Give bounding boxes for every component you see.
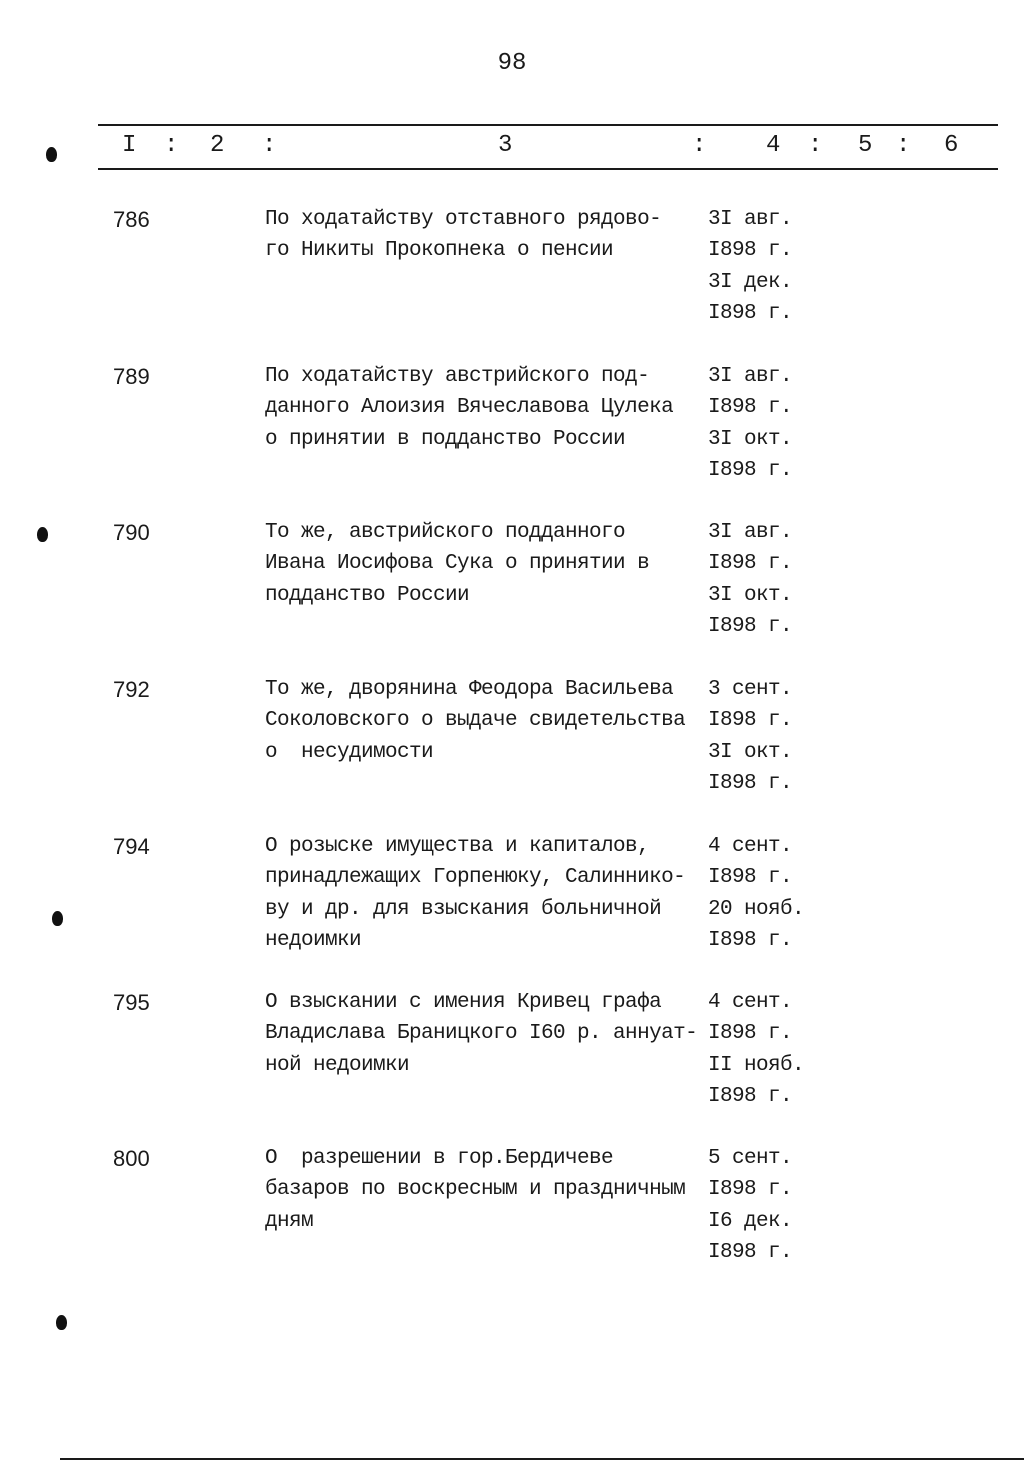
- description-line: недоимки: [265, 928, 362, 952]
- description-line: дням: [265, 1209, 314, 1233]
- column-header-3: 3: [498, 132, 513, 159]
- column-header-6: 6: [944, 132, 959, 159]
- binder-mark: [46, 147, 57, 162]
- column-separator: :: [896, 132, 911, 159]
- record-description: [265, 204, 705, 267]
- description-line: Ивана Иосифова Сука о принятии в: [265, 552, 650, 576]
- start-date: 3 сент.: [708, 678, 793, 701]
- description-line: О розыске имущества и капиталов,: [265, 835, 650, 858]
- end-year: I898 г.: [708, 1084, 793, 1108]
- record-number: 792: [113, 677, 150, 702]
- end-year: I898 г.: [708, 458, 793, 482]
- record-786: [0, 204, 1024, 344]
- start-date: 3I авг.: [708, 521, 793, 544]
- record-dates: [708, 674, 818, 799]
- binder-mark: [52, 911, 63, 926]
- page-bottom-edge: [60, 1458, 1024, 1460]
- description-line: По ходатайству отставного рядово-: [265, 208, 662, 231]
- record-792: [0, 674, 1024, 814]
- description-line: о несудимости: [265, 740, 434, 764]
- start-date: 3I авг.: [708, 365, 793, 388]
- start-year: I898 г.: [708, 709, 793, 733]
- record-number: 790: [113, 520, 150, 545]
- record-number: 786: [113, 207, 150, 232]
- record-dates: [708, 831, 818, 956]
- description-line: Владислава Браницкого I60 р. аннуат-: [265, 1022, 698, 1046]
- record-number: 795: [113, 990, 150, 1015]
- start-date: 4 сент.: [708, 991, 793, 1014]
- end-date: 3I окт.: [708, 740, 793, 764]
- record-dates: [708, 517, 818, 642]
- description-line: О взыскании с имения Кривец графа: [265, 991, 662, 1014]
- record-description: [265, 674, 705, 768]
- record-number: 800: [113, 1146, 150, 1171]
- record-number: 794: [113, 834, 150, 859]
- record-795: [0, 987, 1024, 1127]
- header-bottom-rule: [98, 168, 998, 170]
- record-800: [0, 1143, 1024, 1283]
- column-header-4: 4: [766, 132, 781, 159]
- column-separator: :: [692, 132, 707, 159]
- end-date: 3I окт.: [708, 427, 793, 451]
- record-dates: [708, 361, 818, 486]
- record-number: 789: [113, 364, 150, 389]
- description-line: го Никиты Прокопнека о пенсии: [265, 239, 614, 263]
- end-date: II нояб.: [708, 1053, 805, 1077]
- record-description: [265, 517, 705, 611]
- end-year: I898 г.: [708, 1240, 793, 1264]
- end-date: 3I дек.: [708, 270, 793, 294]
- description-line: О разрешении в гор.Бердичеве: [265, 1147, 614, 1170]
- end-year: I898 г.: [708, 301, 793, 325]
- start-date: 5 сент.: [708, 1147, 793, 1170]
- column-separator: :: [808, 132, 823, 159]
- column-separator: :: [262, 132, 277, 159]
- column-header-5: 5: [858, 132, 873, 159]
- record-description: [265, 1143, 705, 1237]
- description-line: То же, австрийского подданного: [265, 521, 626, 544]
- record-789: [0, 361, 1024, 501]
- start-year: I898 г.: [708, 552, 793, 576]
- start-year: I898 г.: [708, 239, 793, 263]
- description-line: данного Алоизия Вячеславова Цулека: [265, 396, 674, 420]
- start-date: 4 сент.: [708, 835, 793, 858]
- description-line: То же, дворянина Феодора Васильева: [265, 678, 674, 701]
- description-line: ной недоимки: [265, 1053, 410, 1077]
- record-description: [265, 361, 705, 455]
- column-header-2: 2: [210, 132, 225, 159]
- start-date: 3I авг.: [708, 208, 793, 231]
- record-794: [0, 831, 1024, 971]
- description-line: подданство России: [265, 583, 470, 607]
- column-header-1: I: [122, 132, 137, 159]
- page-number: 98: [497, 50, 527, 77]
- end-date: I6 дек.: [708, 1209, 793, 1233]
- binder-mark: [37, 527, 48, 542]
- record-description: [265, 831, 705, 956]
- description-line: о принятии в подданство России: [265, 427, 626, 451]
- record-description: [265, 987, 705, 1081]
- header-top-rule: [98, 124, 998, 126]
- record-dates: [708, 987, 818, 1112]
- start-year: I898 г.: [708, 1178, 793, 1202]
- column-separator: :: [164, 132, 179, 159]
- start-year: I898 г.: [708, 866, 793, 890]
- record-dates: [708, 1143, 818, 1268]
- end-year: I898 г.: [708, 771, 793, 795]
- description-line: базаров по воскресным и праздничным: [265, 1178, 686, 1202]
- end-date: 3I окт.: [708, 583, 793, 607]
- record-790: [0, 517, 1024, 657]
- end-year: I898 г.: [708, 928, 793, 952]
- description-line: Соколовского о выдаче свидетельства: [265, 709, 686, 733]
- description-line: ву и др. для взыскания больничной: [265, 897, 662, 921]
- binder-mark: [56, 1315, 67, 1330]
- end-date: 20 нояб.: [708, 897, 805, 921]
- start-year: I898 г.: [708, 396, 793, 420]
- end-year: I898 г.: [708, 614, 793, 638]
- description-line: принадлежащих Горпенюку, Салиннико-: [265, 866, 686, 890]
- description-line: По ходатайству австрийского под-: [265, 365, 650, 388]
- record-dates: [708, 204, 818, 329]
- start-year: I898 г.: [708, 1022, 793, 1046]
